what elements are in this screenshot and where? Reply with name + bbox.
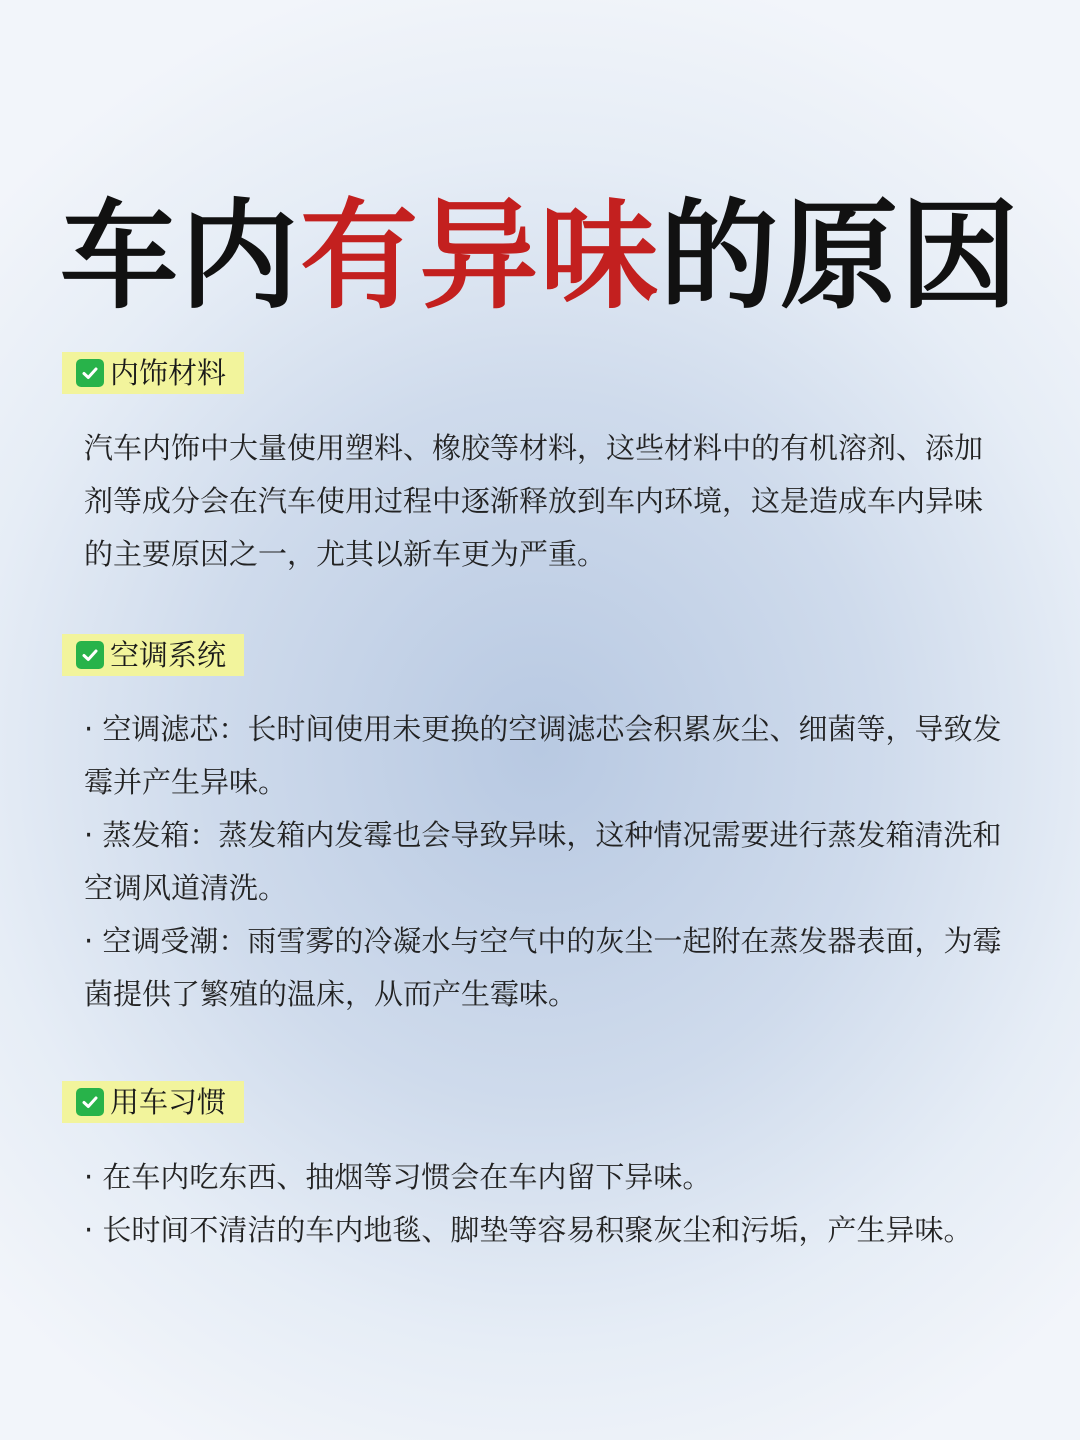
check-box-icon (76, 641, 104, 669)
section-tag-ac-system (62, 634, 244, 676)
list-item: · 空调滤芯：长时间使用未更换的空调滤芯会积累灰尘、细菌等，导致发霉并产生异味。 (84, 712, 1002, 799)
list-item: · 空调受潮：雨雪雾的冷凝水与空气中的灰尘一起附在蒸发器表面，为霉菌提供了繁殖的温床，从而产生霉味。 (84, 924, 1002, 1011)
list-item: · 蒸发箱：蒸发箱内发霉也会导致异味，这种情况需要进行蒸发箱清洗和空调风道清洗。 (84, 818, 1002, 905)
title-part-2: 的原因 (660, 187, 1021, 326)
list-item: · 在车内吃东西、抽烟等习惯会在车内留下异味。 (84, 1160, 712, 1194)
title-highlight: 有异味 (299, 187, 660, 326)
section-label: 用车习惯 (110, 1085, 227, 1119)
section-label: 内饰材料 (110, 356, 227, 390)
section-label: 空调系统 (110, 638, 227, 672)
list-item: · 长时间不清洁的车内地毯、脚垫等容易积聚灰尘和污垢，产生异味。 (84, 1213, 973, 1247)
section-paragraph: 汽车内饰中大量使用塑料、橡胶等材料，这些材料中的有机溶剂、添加剂等成分会在汽车使用过程中逐渐释放到车内环境，这是造成车内异味的主要原因之一，尤其以新车更为严重。 (84, 431, 984, 571)
title-part-1: 车内 (59, 187, 300, 326)
bullet-list-ac-system (84, 703, 1004, 1021)
section-tag-interior-materials (62, 352, 244, 394)
page-title (0, 187, 1080, 326)
check-box-icon (76, 1088, 104, 1116)
section-tag-driving-habits (62, 1081, 244, 1123)
bullet-list-driving-habits (84, 1151, 1004, 1257)
check-box-icon (76, 359, 104, 387)
